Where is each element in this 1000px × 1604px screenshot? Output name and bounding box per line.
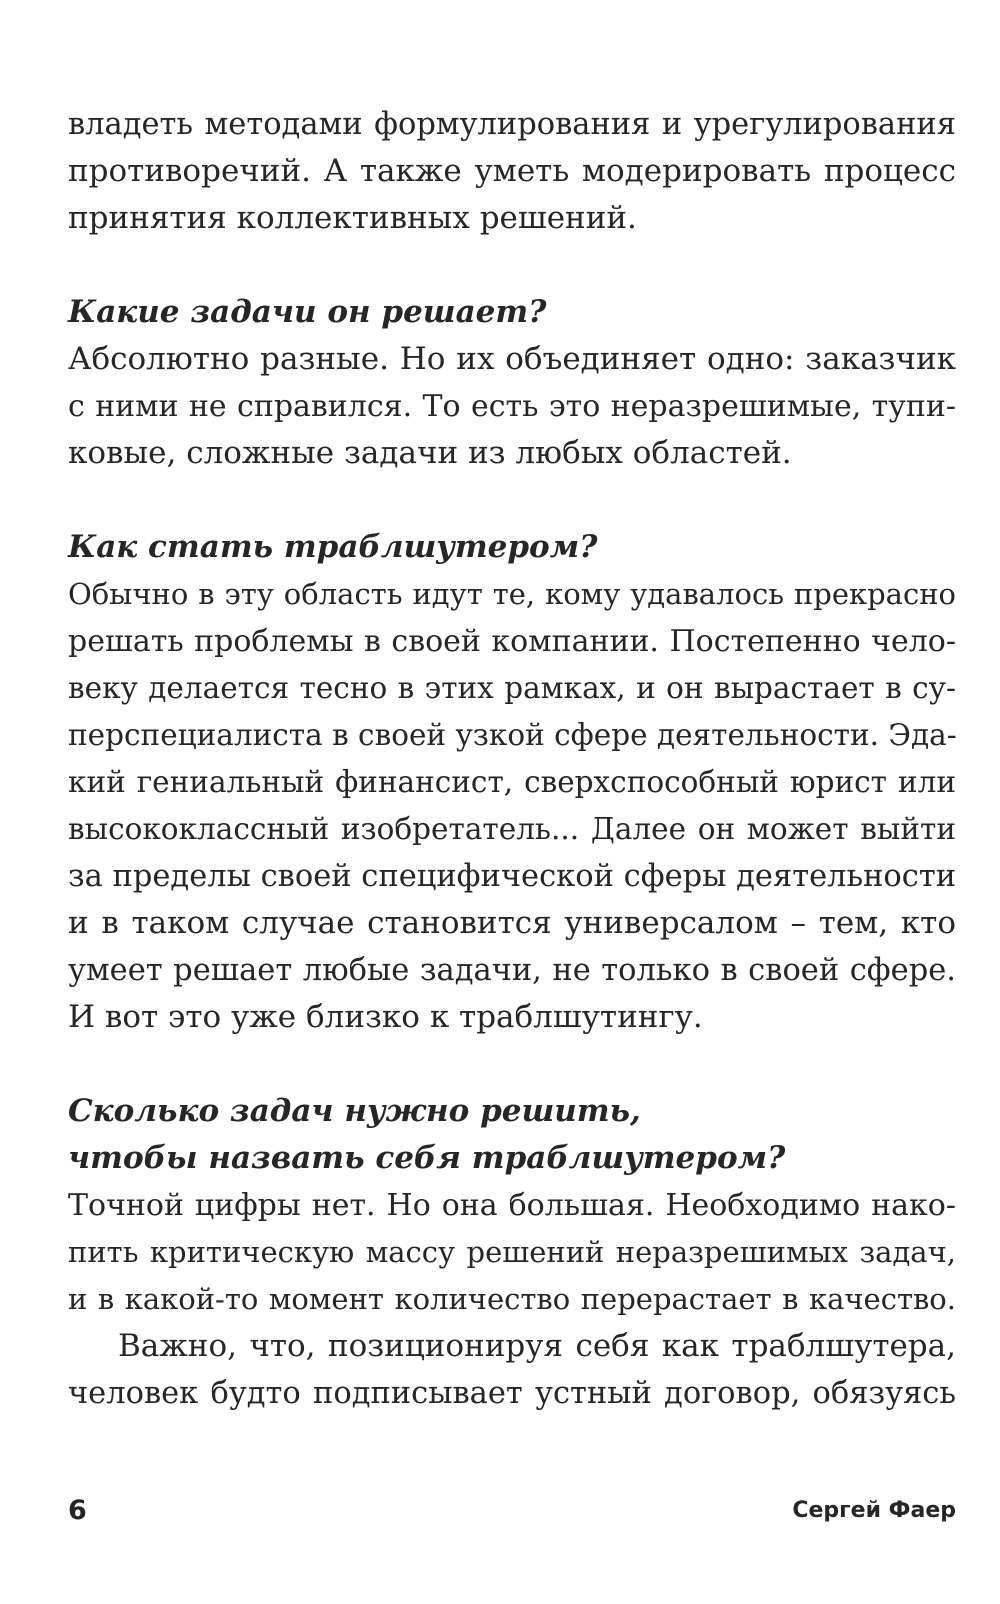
paragraph-gap <box>68 477 956 524</box>
body-line: Абсолютно разные. Но их объединяет одно: заказчик <box>68 341 956 377</box>
body-line: Важно, что, позиционируя себя как траблшутера, <box>118 1328 956 1364</box>
page-number: 6 <box>68 1495 87 1526</box>
body-line: ковые, сложные задачи из любых областей. <box>68 435 792 471</box>
body-line: И вот это уже близко к траблшутингу. <box>68 999 703 1035</box>
page-body <box>68 101 956 1417</box>
section-heading: Какие задачи он решает? <box>68 294 547 330</box>
body-line: умеет решает любые задачи, не только в своей сфере. <box>68 953 956 988</box>
body-line: принятия коллективных решений. <box>68 200 637 236</box>
section-heading: Как стать траблшутером? <box>68 529 598 565</box>
body-line: и в таком случае становится универсалом – тем, кто <box>68 905 956 941</box>
body-line: Обычно в эту область идут те, кому удавалось прекрасно <box>68 577 956 611</box>
paragraph-gap <box>68 1041 956 1088</box>
paragraph-gap <box>68 242 956 289</box>
body-line: владеть методами формулирования и урегулирования <box>68 107 956 142</box>
body-line: с ними не справился. То есть это неразрешимые, тупи- <box>68 389 956 424</box>
body-line: за пределы своей специфической сферы деятельности <box>68 859 957 894</box>
body-line: человек будто подписывает устный договор, обязуясь <box>68 1376 956 1411</box>
body-line: и в какой-то момент количество перерастает в качество. <box>68 1282 956 1316</box>
body-line: пить критическую массу решений неразрешимых задач, <box>68 1235 956 1269</box>
body-line: перспециалиста в своей узкой сфере деятельности. Эда- <box>68 718 957 752</box>
page-footer <box>68 1491 956 1531</box>
body-line: противоречий. А также уметь модерировать процесс <box>68 153 956 189</box>
body-line: кий гениальный финансист, сверхспособный юрист или <box>68 765 956 799</box>
section-heading: чтобы назвать себя траблшутером? <box>68 1140 786 1176</box>
section-heading: Сколько задач нужно решить, <box>68 1093 641 1129</box>
body-line: Точной цифры нет. Но она большая. Необходимо нако- <box>68 1188 956 1223</box>
body-line: веку делается тесно в этих рамках, и он вырастает в су- <box>68 671 956 705</box>
body-line: решать проблемы в своей компании. Постепенно чело- <box>68 624 956 659</box>
running-author: Сергей Фаер <box>792 1498 956 1523</box>
body-line: высококлассный изобретатель... Далее он может выйти <box>68 812 956 846</box>
